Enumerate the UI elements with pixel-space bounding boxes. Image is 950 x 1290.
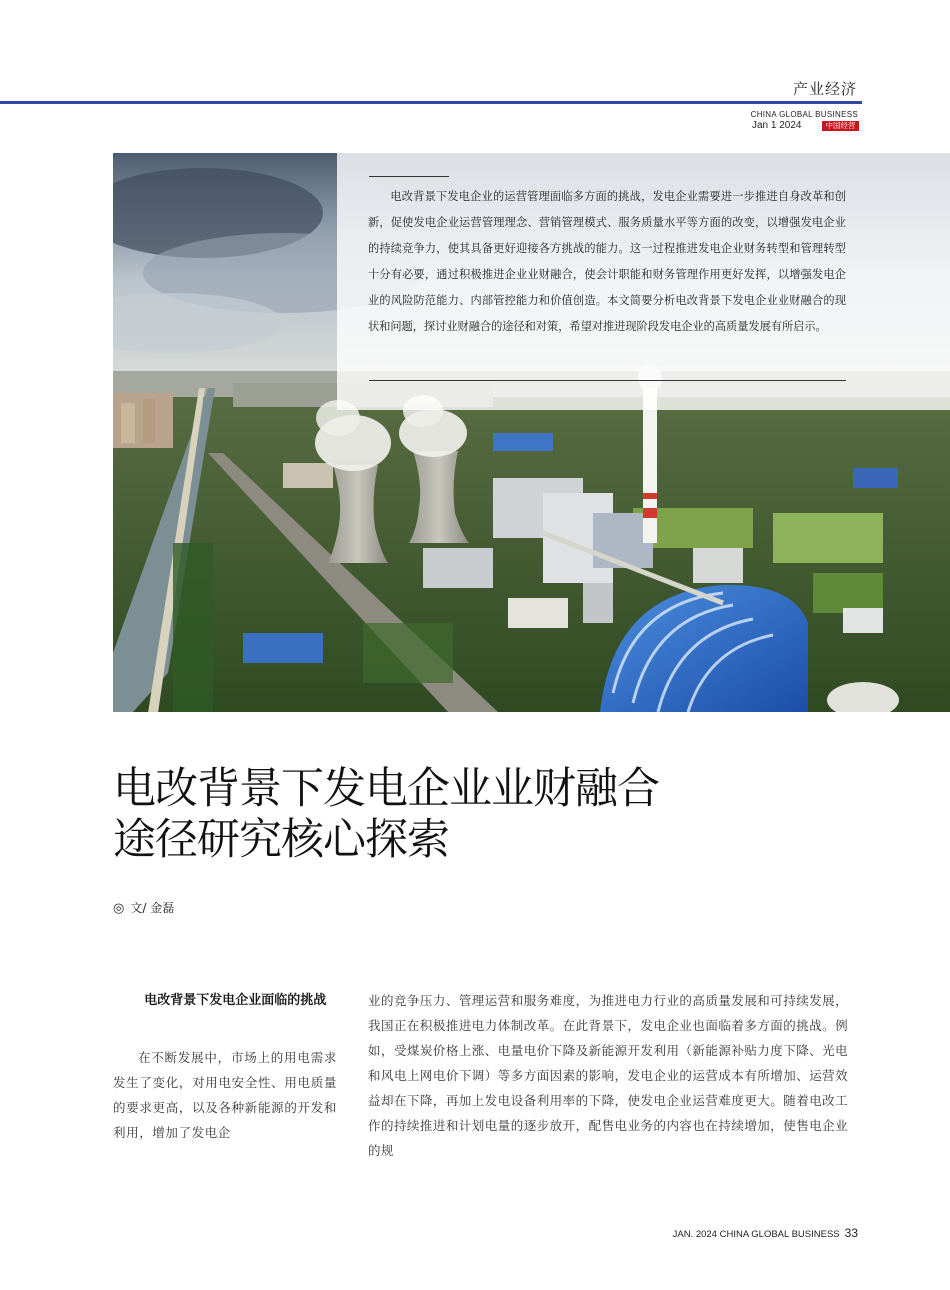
footer-text: JAN. 2024 CHINA GLOBAL BUSINESS [672,1229,840,1240]
right-paragraph: 业的竞争压力、管理运营和服务难度，为推进电力行业的高质量发展和可持续发展，我国正在积极推进电力体制改革。在此背景下，发电企业也面临着多方面的挑战。例如，受煤炭价格上涨、电量电价下降及新能源开发利用（新能源补贴力度下降、光电和风电上网电价下调）等多方面因素的影响，发电企业的运营成本有所增加、运营效益却在下降，再加上发电设备利用率的下降，使发电企业运营难度更大。随着电改工作的持续推进和计划电量的逐步放开，配售电业务的内容也在持续增加，使售电企业的规 [368,993,848,1158]
abstract-top-rule [369,176,449,177]
magazine-logo: 中国经营 [822,121,859,131]
left-paragraph: 在不断发展中，市场上的用电需求发生了变化，对用电安全性、用电质量的要求更高，以及各种新能源的开发和利用，增加了发电企 [113,1050,337,1140]
header-rule [0,101,862,104]
abstract-bottom-rule [369,380,846,381]
byline [113,899,174,916]
section-heading: 电改背景下发电企业面临的挑战 [144,993,327,1008]
title-line-2: 途径研究核心探索 [113,815,449,865]
page-footer [673,1226,858,1240]
article-title [113,764,659,866]
abstract-text: 电改背景下发电企业的运营管理面临多方面的挑战，发电企业需要进一步推进自身改革和创新，促使发电企业运营管理理念、营销管理模式、服务质量水平等方面的改变，以增强发电企业的持续竞争力，使其具备更好迎接各方挑战的能力。这一过程推进发电企业财务转型和管理转型十分有必要，通过积极推进企业业财融合，使会计职能和财务管理作用更好发挥，以增强发电企业的风险防范能力、内部管控能力和价值创造。本文简要分析电改背景下发电企业业财融合的现状和问题，探讨业财融合的途径和对策，希望对推进现阶段发电企业的高质量发展有所启示。 [368,190,846,333]
left-column [113,988,337,1145]
byline-mark-icon: ◎ [113,901,125,916]
magazine-brand: CHINA GLOBAL BUSINESS [750,110,858,119]
issue-date: Jan 1 2024 [752,120,802,131]
section-name: 产业经济 [792,80,857,98]
page-number: 33 [844,1226,858,1240]
byline-author: 文/ 金磊 [130,901,175,915]
title-line-1: 电改背景下发电企业业财融合 [113,764,659,814]
